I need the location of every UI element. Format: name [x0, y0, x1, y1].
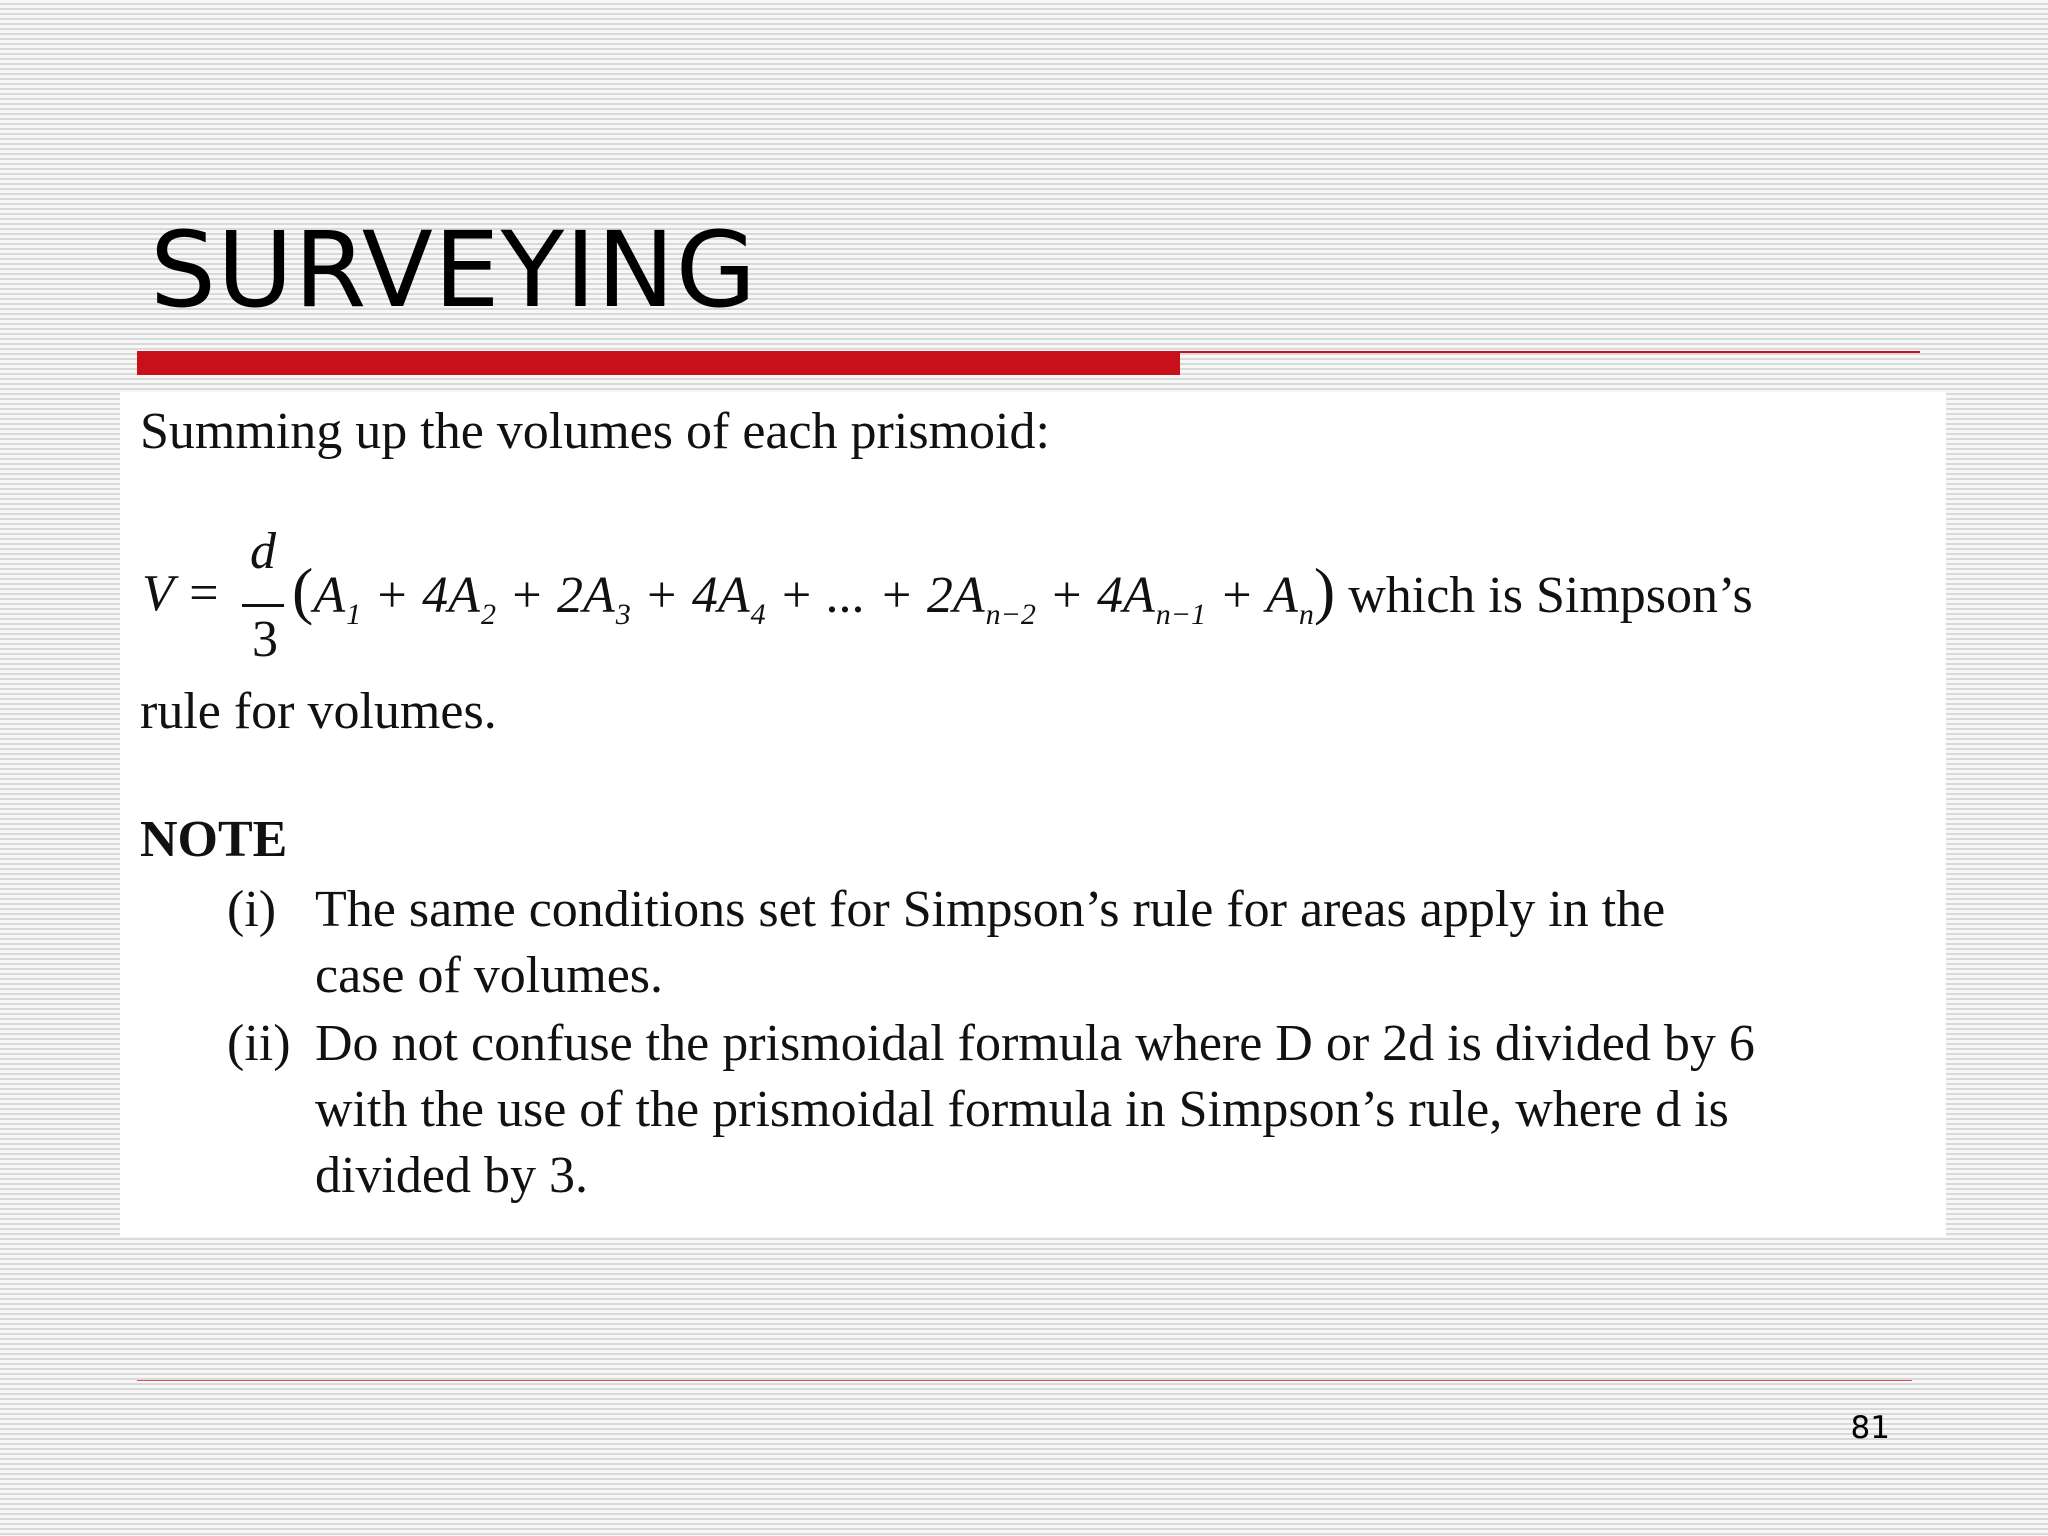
formula-body	[292, 554, 1753, 632]
term-4: + $4A_4$	[630, 567, 766, 631]
term-6: + $4A_{n-1}$	[1035, 567, 1206, 631]
term-1: $A_1$	[313, 567, 362, 631]
page-number: 81	[1850, 1410, 1890, 1446]
close-paren: )	[1313, 555, 1336, 626]
formula-lhs: V =	[142, 565, 221, 622]
term-7: + $A_n$	[1205, 567, 1314, 631]
title-underline-thick	[137, 351, 1180, 375]
note-heading: NOTE	[140, 811, 288, 868]
open-paren: (	[292, 555, 314, 626]
note-2-line-3: divided by 3.	[315, 1147, 588, 1204]
note-1-line-1: The same conditions set for Simpson’s rule for areas apply in the	[315, 881, 1666, 938]
note-1-line-2: case of volumes.	[315, 947, 664, 1004]
formula-trailing-text: which is Simpson’s	[1348, 567, 1753, 624]
slide-title: SURVEYING	[150, 209, 758, 331]
continuation-text: rule for volumes.	[140, 683, 497, 740]
term-3: + $2A_3$	[495, 567, 631, 631]
fraction-numerator: d	[250, 523, 276, 580]
fraction-bar	[242, 604, 284, 607]
title-underline-thin	[1180, 351, 1920, 353]
note-2-line-2: with the use of the prismoidal formula in Simpson’s rule, where d is	[315, 1081, 1729, 1138]
footer-divider	[137, 1380, 1912, 1381]
fraction-denominator: 3	[252, 611, 278, 668]
intro-text: Summing up the volumes of each prismoid:	[140, 403, 1050, 460]
content-panel	[120, 392, 1946, 1237]
note-1-label: (i)	[227, 881, 277, 938]
term-2: + $4A_2$	[361, 567, 496, 631]
term-5: + ... + $2A_{n-2}$	[765, 567, 1036, 631]
note-2-label: (ii)	[227, 1015, 291, 1072]
note-2-line-1: Do not confuse the prismoidal formula where D or 2d is divided by 6	[315, 1015, 1755, 1072]
